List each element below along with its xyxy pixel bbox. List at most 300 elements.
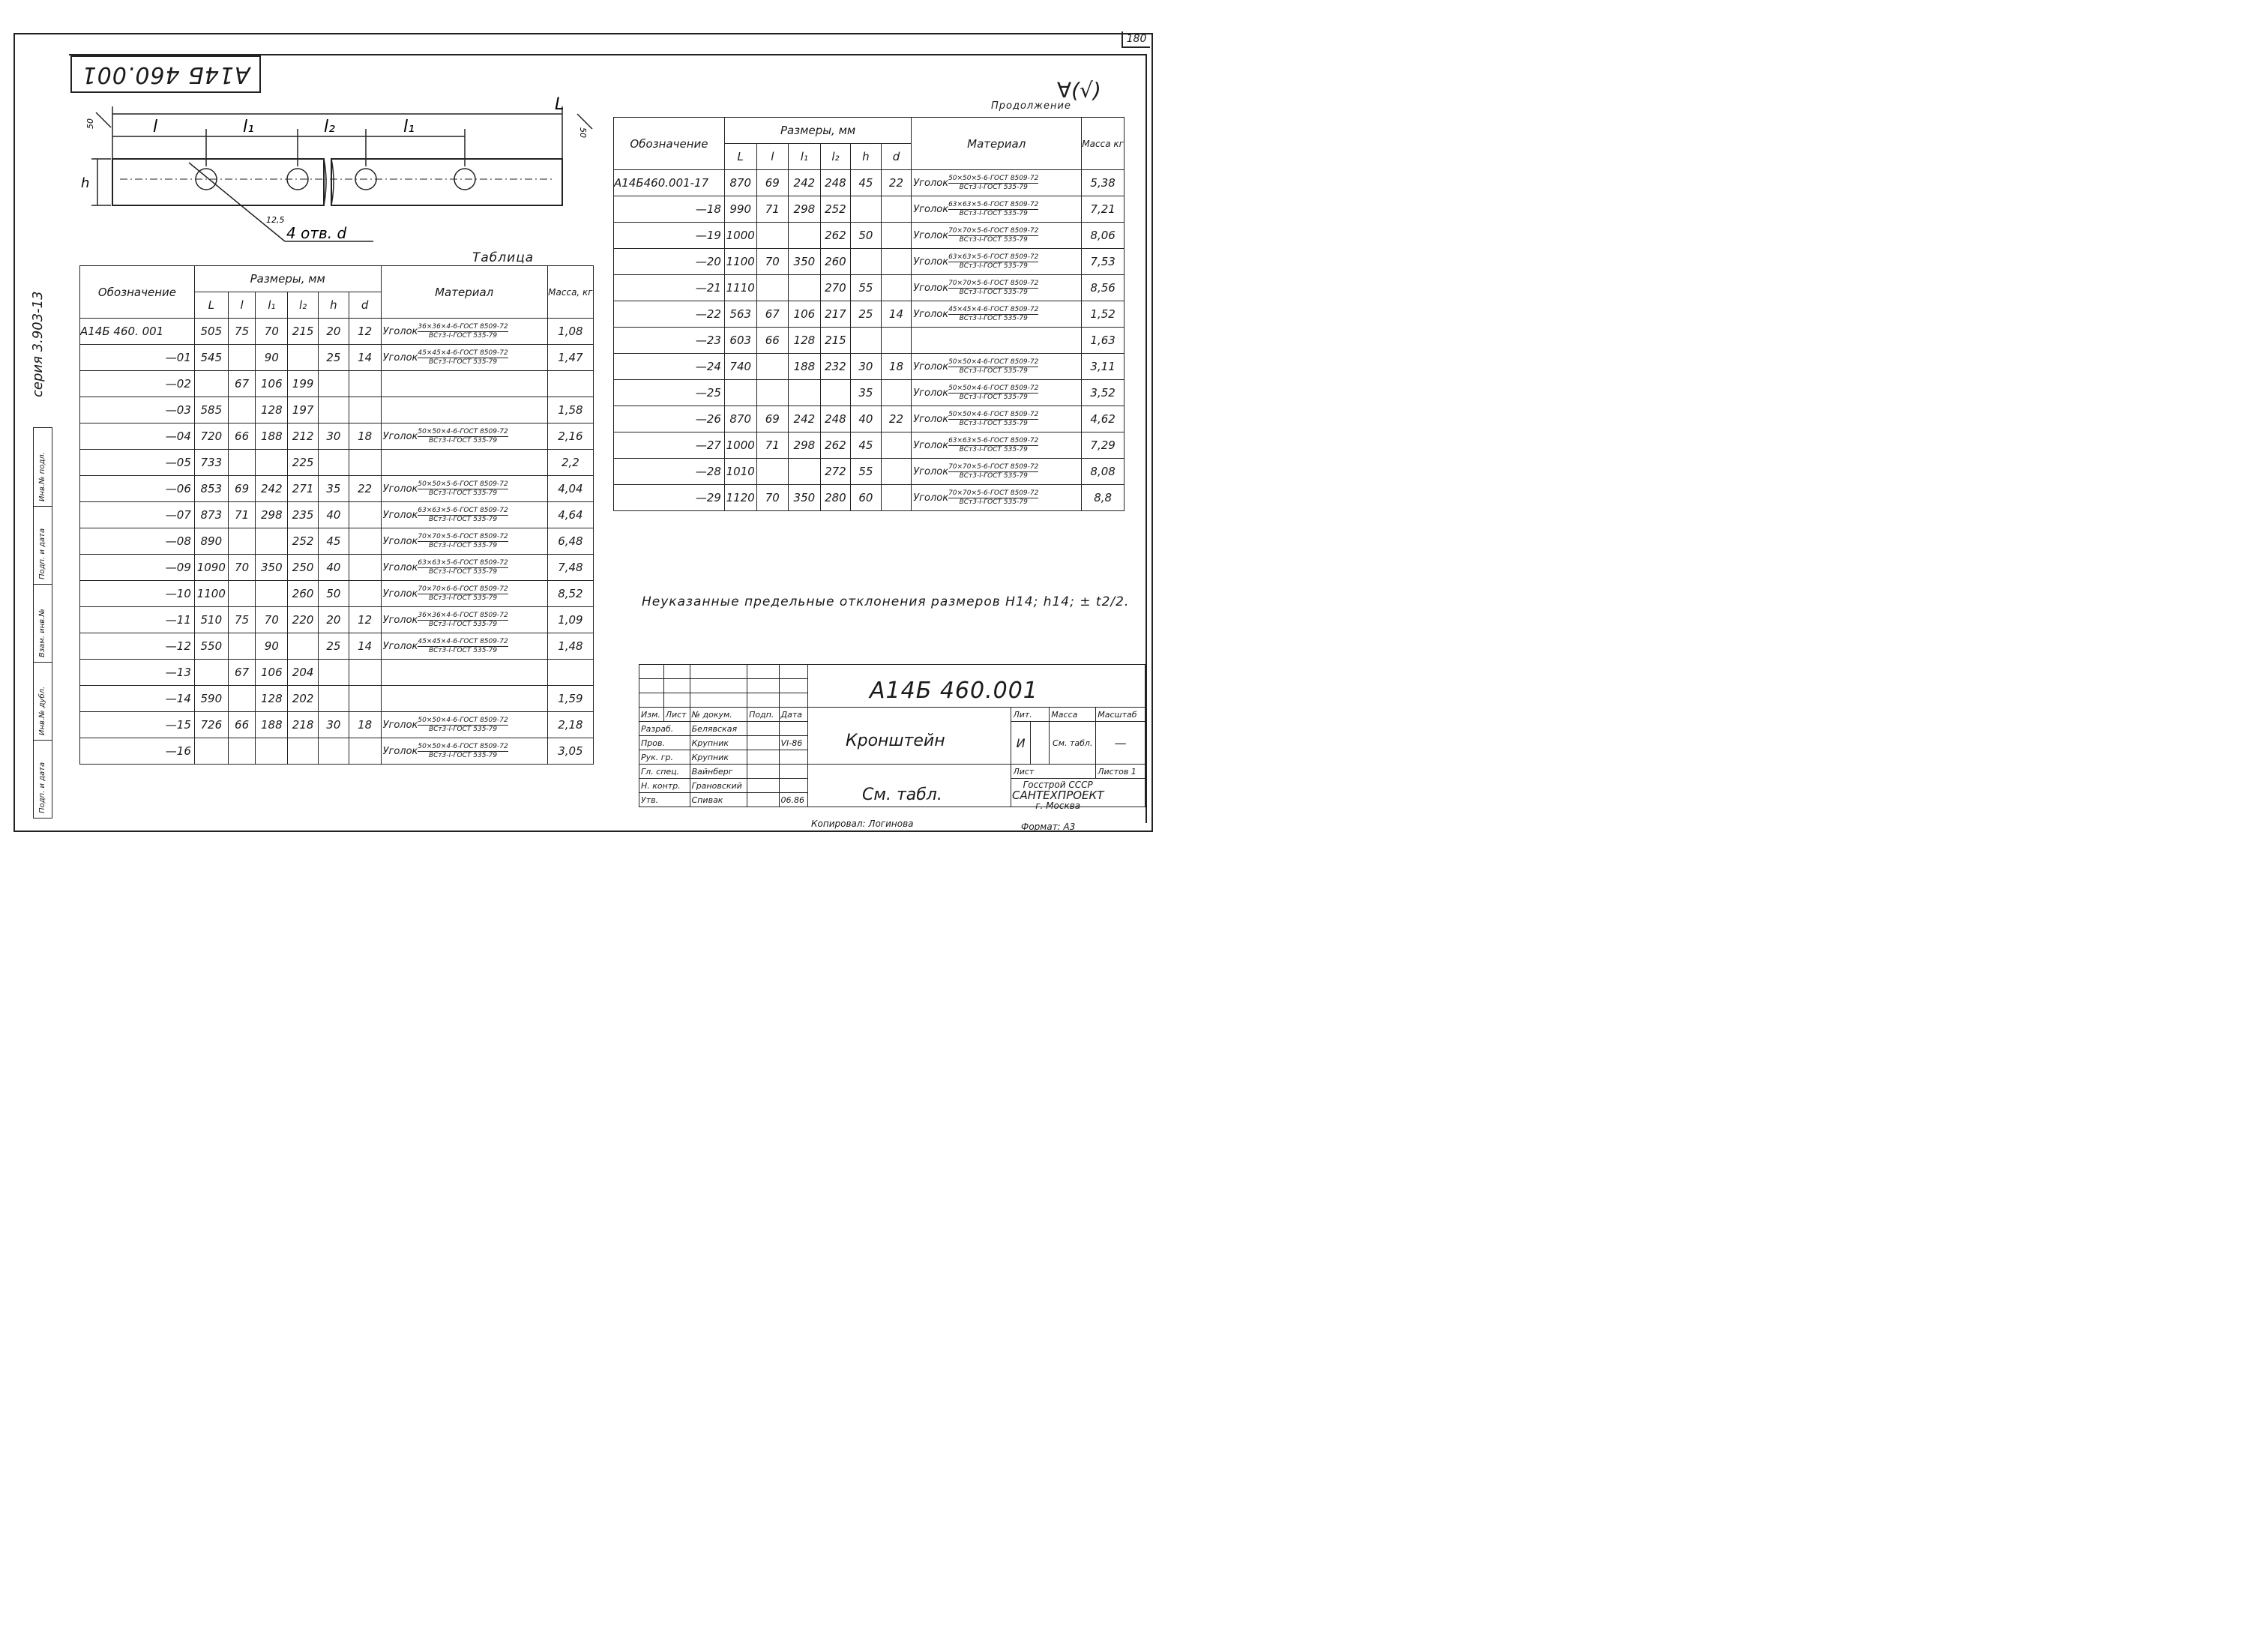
- tb-name: Белявская: [690, 722, 747, 736]
- cell-h: 45: [851, 432, 882, 459]
- cell-l1: 350: [789, 249, 821, 275]
- cell-l2: 215: [820, 328, 851, 354]
- cell-l1: 298: [256, 502, 288, 528]
- cell-mass: 1,09: [547, 607, 593, 633]
- tb-role: Пров.: [639, 736, 690, 750]
- cell-mass: 8,56: [1082, 275, 1124, 301]
- dim-l2: l₂: [324, 118, 335, 136]
- cell-h: [319, 738, 349, 765]
- cell-h: [319, 371, 349, 397]
- cell-d: [881, 328, 912, 354]
- material-steel: ВСт3-I-ГОСТ 535-79: [428, 567, 498, 576]
- cell-material: [381, 397, 547, 423]
- table-row: [80, 450, 594, 476]
- cell-l: [228, 633, 256, 660]
- material-fraction: [948, 385, 1038, 402]
- material-steel: ВСт3-I-ГОСТ 535-79: [428, 751, 498, 759]
- cell-h: [319, 660, 349, 686]
- material-type: Уголок: [382, 352, 418, 364]
- table-row: [80, 502, 594, 528]
- cell-l1: [256, 581, 288, 607]
- cell-l2: 248: [820, 406, 851, 432]
- cell-des: —15: [80, 712, 195, 738]
- material-profile: 50×50×4-6-ГОСТ 8509-72: [948, 410, 1039, 418]
- table-row: [614, 170, 1124, 196]
- material-fraction: [948, 489, 1038, 507]
- hdr-sizes: Размеры, мм: [724, 118, 911, 144]
- cell-h: 30: [851, 354, 882, 380]
- cell-L: 1100: [194, 581, 228, 607]
- cell-l2: 232: [820, 354, 851, 380]
- material-fraction: [948, 306, 1038, 323]
- material-type: Уголок: [913, 413, 949, 425]
- cell-material: [381, 423, 547, 450]
- cell-des: —07: [80, 502, 195, 528]
- copied-by: Копировал: Логинова: [811, 819, 914, 829]
- hdr-l2: l₂: [820, 144, 851, 170]
- table-row: [614, 380, 1124, 406]
- material-type: Уголок: [382, 483, 418, 495]
- cell-l: 66: [756, 328, 789, 354]
- material-fraction: [948, 201, 1038, 218]
- cell-l2: 280: [820, 485, 851, 511]
- tb-date: [779, 722, 808, 736]
- cell-mass: 6,48: [547, 528, 593, 555]
- cell-L: 505: [194, 319, 228, 345]
- cell-L: [724, 380, 756, 406]
- cell-des: —19: [614, 223, 725, 249]
- material-steel: ВСт3-I-ГОСТ 535-79: [428, 358, 498, 366]
- tb-date: 06.86: [779, 793, 808, 807]
- holes-note: 4 отв. d: [286, 224, 347, 242]
- material-steel: ВСт3-I-ГОСТ 535-79: [428, 620, 498, 628]
- cell-d: 22: [881, 170, 912, 196]
- cell-l2: 250: [288, 555, 319, 581]
- cell-d: [881, 275, 912, 301]
- cell-material: [912, 406, 1082, 432]
- title-see-table: См. табл.: [862, 786, 942, 804]
- material-profile: 50×50×5-6-ГОСТ 8509-72: [948, 174, 1039, 182]
- material-profile: 63×63×5-6-ГОСТ 8509-72: [418, 506, 508, 514]
- material-profile: 45×45×4-6-ГОСТ 8509-72: [418, 349, 508, 357]
- spec-table-left: [79, 265, 594, 765]
- cell-mass: [547, 660, 593, 686]
- hdr-l1: l₁: [789, 144, 821, 170]
- cell-h: 40: [851, 406, 882, 432]
- cell-des: —14: [80, 686, 195, 712]
- cell-d: 14: [349, 345, 381, 371]
- cell-material: [912, 196, 1082, 223]
- cell-l2: 199: [288, 371, 319, 397]
- material-fraction: [948, 358, 1038, 376]
- material-fraction: [948, 437, 1038, 454]
- cell-des: —09: [80, 555, 195, 581]
- cell-L: 603: [724, 328, 756, 354]
- dim-h: h: [81, 175, 90, 191]
- cell-des: —12: [80, 633, 195, 660]
- cell-l: [228, 528, 256, 555]
- stamp-label: Взам. инв.№: [38, 609, 46, 657]
- tb-name: Вайнберг: [690, 765, 747, 779]
- cell-L: 1000: [724, 223, 756, 249]
- cell-l1: 128: [256, 397, 288, 423]
- tb-name: Крупник: [690, 736, 747, 750]
- material-type: Уголок: [382, 588, 418, 600]
- cell-l2: 197: [288, 397, 319, 423]
- cell-l1: [789, 459, 821, 485]
- org-line-3: г. Москва: [1035, 801, 1081, 811]
- hdr-d: d: [349, 292, 381, 319]
- cell-h: 35: [319, 476, 349, 502]
- cell-l: [228, 686, 256, 712]
- cell-mass: 8,08: [1082, 459, 1124, 485]
- table-row: [80, 528, 594, 555]
- tb-hdr-sign: Подп.: [747, 708, 779, 722]
- hdr-mass: Масса, кг: [547, 266, 593, 319]
- cell-des: —04: [80, 423, 195, 450]
- table-row: [614, 406, 1124, 432]
- cell-d: [349, 397, 381, 423]
- material-fraction: [418, 533, 508, 550]
- material-profile: 50×50×4-6-ГОСТ 8509-72: [948, 384, 1039, 392]
- cell-L: 563: [724, 301, 756, 328]
- cell-des: —11: [80, 607, 195, 633]
- tb-sheet-label: Лист: [1011, 765, 1096, 779]
- material-profile: 36×36×4-6-ГОСТ 8509-72: [418, 322, 508, 331]
- tb-hdr-date: Дата: [779, 708, 808, 722]
- cell-des: —23: [614, 328, 725, 354]
- cell-l2: 252: [820, 196, 851, 223]
- cell-l1: [789, 380, 821, 406]
- cell-mass: 7,53: [1082, 249, 1124, 275]
- material-steel: ВСт3-I-ГОСТ 535-79: [959, 235, 1028, 244]
- tb-role: Разраб.: [639, 722, 690, 736]
- table-row: [80, 581, 594, 607]
- cell-L: [194, 738, 228, 765]
- material-type: Уголок: [382, 509, 418, 521]
- cell-des: —03: [80, 397, 195, 423]
- cell-l1: 242: [256, 476, 288, 502]
- cell-l2: 272: [820, 459, 851, 485]
- roughness-mark: ∀(√): [1057, 78, 1101, 103]
- material-fraction: [418, 507, 508, 524]
- hdr-l: l: [756, 144, 789, 170]
- cell-l1: [789, 223, 821, 249]
- cell-L: 726: [194, 712, 228, 738]
- cell-L: 740: [724, 354, 756, 380]
- material-fraction: [418, 585, 508, 603]
- cell-material: [912, 432, 1082, 459]
- hdr-L: L: [724, 144, 756, 170]
- cell-l1: [256, 738, 288, 765]
- material-profile: 70×70×5-6-ГОСТ 8509-72: [948, 489, 1039, 497]
- cell-l1: 188: [256, 712, 288, 738]
- material-steel: ВСт3-I-ГОСТ 535-79: [959, 419, 1028, 427]
- material-steel: ВСт3-I-ГОСТ 535-79: [959, 498, 1028, 506]
- material-profile: 63×63×5-6-ГОСТ 8509-72: [418, 558, 508, 567]
- tb-role: Гл. спец.: [639, 765, 690, 779]
- cell-d: [349, 371, 381, 397]
- table-row: [80, 712, 594, 738]
- table-row: [80, 633, 594, 660]
- cell-l1: [789, 275, 821, 301]
- hdr-h: h: [319, 292, 349, 319]
- cell-l1: 128: [256, 686, 288, 712]
- cell-material: [381, 319, 547, 345]
- cell-h: [851, 328, 882, 354]
- cell-des: —27: [614, 432, 725, 459]
- title-name: Кронштейн: [846, 732, 945, 750]
- stamp-label: Подп. и дата: [38, 528, 46, 579]
- material-type: Уголок: [913, 308, 949, 320]
- cell-L: [194, 371, 228, 397]
- cell-l2: 220: [288, 607, 319, 633]
- cell-l: [228, 345, 256, 371]
- hdr-mass: Масса кг: [1082, 118, 1124, 170]
- hdr-sizes: Размеры, мм: [194, 266, 381, 292]
- table-row: [80, 607, 594, 633]
- cell-material: [912, 170, 1082, 196]
- cell-material: [381, 528, 547, 555]
- tb-lit-value: И: [1011, 722, 1030, 765]
- hdr-material: Материал: [381, 266, 547, 319]
- material-type: Уголок: [913, 229, 949, 241]
- cell-l: 70: [228, 555, 256, 581]
- hdr-designation: Обозначение: [614, 118, 725, 170]
- cell-l2: 262: [820, 223, 851, 249]
- tb-hdr-doc: № докум.: [690, 708, 747, 722]
- cell-material: [912, 223, 1082, 249]
- cell-mass: 8,06: [1082, 223, 1124, 249]
- tb-hdr-izm: Изм.: [639, 708, 664, 722]
- stamp-label: Инв.№ подл.: [38, 452, 46, 501]
- tb-mass-label: Масса: [1050, 708, 1096, 722]
- cell-l1: 90: [256, 345, 288, 371]
- material-steel: ВСт3-I-ГОСТ 535-79: [959, 471, 1028, 480]
- cell-l: 67: [228, 371, 256, 397]
- cell-material: [381, 712, 547, 738]
- cell-l1: 350: [256, 555, 288, 581]
- cell-material: [381, 633, 547, 660]
- material-profile: 70×70×5-6-ГОСТ 8509-72: [948, 226, 1039, 235]
- cell-L: 1100: [724, 249, 756, 275]
- cell-l: [756, 354, 789, 380]
- hdr-d: d: [881, 144, 912, 170]
- cell-mass: 1,08: [547, 319, 593, 345]
- material-steel: ВСт3-I-ГОСТ 535-79: [428, 725, 498, 733]
- cell-material: [912, 380, 1082, 406]
- cell-mass: 1,63: [1082, 328, 1124, 354]
- cell-l2: 202: [288, 686, 319, 712]
- cell-h: 30: [319, 423, 349, 450]
- spec-table-right: [613, 117, 1124, 511]
- cell-d: [881, 485, 912, 511]
- material-profile: 63×63×5-6-ГОСТ 8509-72: [948, 200, 1039, 208]
- table-row: [614, 223, 1124, 249]
- cell-l2: 262: [820, 432, 851, 459]
- cell-l2: 252: [288, 528, 319, 555]
- cell-d: [881, 196, 912, 223]
- cell-l2: 218: [288, 712, 319, 738]
- material-profile: 70×70×6-6-ГОСТ 8509-72: [418, 585, 508, 593]
- cell-l1: 106: [789, 301, 821, 328]
- cell-l: [756, 459, 789, 485]
- doc-code-flipped: А14Б 460.001: [70, 55, 261, 93]
- cell-l: [756, 223, 789, 249]
- material-steel: ВСт3-I-ГОСТ 535-79: [959, 445, 1028, 453]
- cell-l2: 204: [288, 660, 319, 686]
- cell-L: 590: [194, 686, 228, 712]
- material-fraction: [948, 463, 1038, 480]
- cell-mass: 2,16: [547, 423, 593, 450]
- material-steel: ВСт3-I-ГОСТ 535-79: [428, 489, 498, 497]
- tb-role: Н. контр.: [639, 779, 690, 793]
- material-type: Уголок: [913, 492, 949, 504]
- table-row: [614, 354, 1124, 380]
- material-steel: ВСт3-I-ГОСТ 535-79: [428, 646, 498, 654]
- cell-l: [228, 738, 256, 765]
- tb-lit-label: Лит.: [1011, 708, 1050, 722]
- material-steel: ВСт3-I-ГОСТ 535-79: [428, 515, 498, 523]
- cell-h: 20: [319, 319, 349, 345]
- cell-d: 18: [349, 423, 381, 450]
- cell-h: 25: [851, 301, 882, 328]
- material-fraction: [418, 638, 508, 655]
- cell-d: [349, 528, 381, 555]
- cell-l: 71: [756, 432, 789, 459]
- cell-des: —29: [614, 485, 725, 511]
- material-profile: 63×63×5-6-ГОСТ 8509-72: [948, 436, 1039, 444]
- material-type: Уголок: [382, 640, 418, 652]
- cell-d: [349, 660, 381, 686]
- cell-d: [349, 555, 381, 581]
- dim-50-left: 50: [85, 118, 95, 129]
- cell-mass: 8,52: [547, 581, 593, 607]
- table-row: [614, 485, 1124, 511]
- cell-des: —16: [80, 738, 195, 765]
- cell-material: [381, 686, 547, 712]
- material-steel: ВСт3-I-ГОСТ 535-79: [959, 183, 1028, 191]
- cell-material: [381, 607, 547, 633]
- cell-d: 18: [881, 354, 912, 380]
- cell-l: 69: [756, 170, 789, 196]
- hdr-l1: l₁: [256, 292, 288, 319]
- cell-h: 50: [319, 581, 349, 607]
- cell-l: 75: [228, 607, 256, 633]
- cell-L: 890: [194, 528, 228, 555]
- cell-L: 1120: [724, 485, 756, 511]
- cell-L: 510: [194, 607, 228, 633]
- material-steel: ВСт3-I-ГОСТ 535-79: [959, 367, 1028, 375]
- cell-h: 55: [851, 459, 882, 485]
- cell-l: 69: [228, 476, 256, 502]
- org-line-1: Госстрой СССР: [1023, 780, 1093, 790]
- material-fraction: [418, 743, 508, 760]
- cell-des: А14Б460.001-17: [614, 170, 725, 196]
- cell-L: 545: [194, 345, 228, 371]
- cell-d: 14: [349, 633, 381, 660]
- material-type: Уголок: [913, 203, 949, 215]
- cell-l2: [288, 633, 319, 660]
- table-row: [614, 301, 1124, 328]
- cell-L: 870: [724, 170, 756, 196]
- material-type: Уголок: [913, 439, 949, 451]
- cell-h: [319, 397, 349, 423]
- cell-l: 67: [756, 301, 789, 328]
- cell-mass: 4,04: [547, 476, 593, 502]
- material-fraction: [418, 323, 508, 340]
- cell-mass: 7,48: [547, 555, 593, 581]
- cell-h: 35: [851, 380, 882, 406]
- cell-l1: [256, 450, 288, 476]
- hdr-material: Материал: [912, 118, 1082, 170]
- material-fraction: [948, 175, 1038, 192]
- cell-l1: 298: [789, 432, 821, 459]
- cell-mass: [547, 371, 593, 397]
- cell-h: 25: [319, 345, 349, 371]
- cell-des: —24: [614, 354, 725, 380]
- table-row: [80, 371, 594, 397]
- cell-material: [912, 354, 1082, 380]
- cell-des: —18: [614, 196, 725, 223]
- material-fraction: [948, 280, 1038, 297]
- cell-mass: 3,05: [547, 738, 593, 765]
- material-fraction: [948, 411, 1038, 428]
- cell-mass: 4,62: [1082, 406, 1124, 432]
- cell-d: [349, 502, 381, 528]
- cell-l1: 106: [256, 660, 288, 686]
- material-type: Уголок: [913, 465, 949, 477]
- cell-d: [881, 249, 912, 275]
- cell-h: 60: [851, 485, 882, 511]
- table-row: [80, 319, 594, 345]
- cell-des: —28: [614, 459, 725, 485]
- cell-L: 873: [194, 502, 228, 528]
- cell-des: —02: [80, 371, 195, 397]
- cell-L: 585: [194, 397, 228, 423]
- cell-l: 69: [756, 406, 789, 432]
- cell-d: [881, 223, 912, 249]
- cell-l1: 188: [256, 423, 288, 450]
- cell-l2: 212: [288, 423, 319, 450]
- material-type: Уголок: [382, 430, 418, 442]
- material-type: Уголок: [913, 282, 949, 294]
- cell-material: [912, 301, 1082, 328]
- material-fraction: [418, 559, 508, 576]
- cell-l1: [256, 528, 288, 555]
- material-profile: 70×70×5-6-ГОСТ 8509-72: [418, 532, 508, 540]
- table-row: [614, 459, 1124, 485]
- cell-des: —26: [614, 406, 725, 432]
- cell-l: 67: [228, 660, 256, 686]
- cell-mass: 1,58: [547, 397, 593, 423]
- format-label: Формат: А3: [1021, 822, 1076, 832]
- cell-h: 25: [319, 633, 349, 660]
- table-row: [614, 275, 1124, 301]
- cell-L: 990: [724, 196, 756, 223]
- tb-date: VI-86: [779, 736, 808, 750]
- cell-L: 550: [194, 633, 228, 660]
- hdr-designation: Обозначение: [80, 266, 195, 319]
- tolerance-note: Неуказанные предельные отклонения размеров H14; h14; ± t2/2.: [642, 594, 1130, 609]
- material-steel: ВСт3-I-ГОСТ 535-79: [959, 209, 1028, 217]
- cell-material: [381, 555, 547, 581]
- tb-name: Грановский: [690, 779, 747, 793]
- cell-mass: 3,52: [1082, 380, 1124, 406]
- material-steel: ВСт3-I-ГОСТ 535-79: [428, 331, 498, 340]
- organization: [1012, 780, 1104, 811]
- cell-material: [912, 328, 1082, 354]
